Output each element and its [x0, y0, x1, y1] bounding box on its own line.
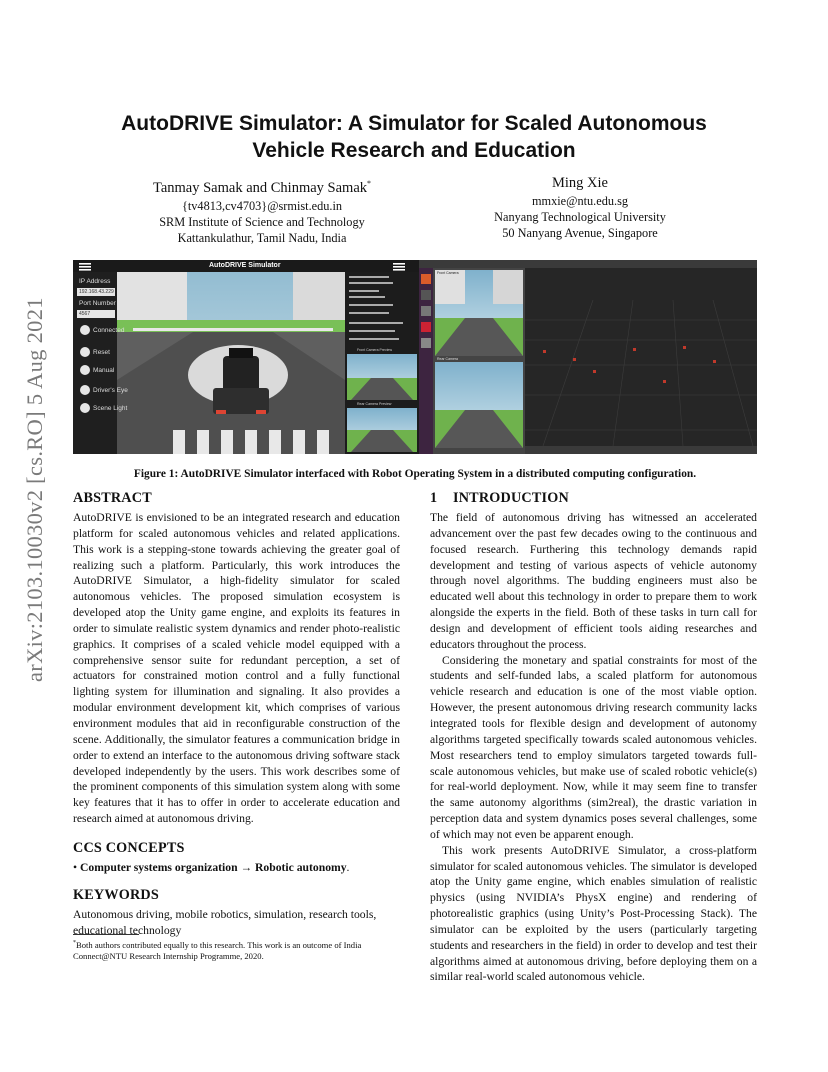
- author-block-1: [112, 174, 412, 246]
- ip-address-field[interactable]: 192.168.43.229: [79, 289, 114, 295]
- simulator-title: AutoDRIVE Simulator: [209, 262, 281, 269]
- author-mark: *: [367, 179, 372, 188]
- author-institution: Nanyang Technological University: [494, 210, 666, 224]
- footnote-mark: *: [73, 940, 76, 946]
- introduction-heading: [430, 489, 757, 507]
- left-column: [73, 489, 400, 938]
- intro-paragraph-3: This work presents AutoDRIVE Simulator, a cross-platform simulator for scaled autonomous vehicles. The simulator is developed atop the Unity game engine, which enables simulation of realistic physics (using NVIDIA’s PhysX engine) and rendering of photorealistic graphics (using Unity’s Post-Processing Stack). The simulator can be exploited by the users (particularly targeting students and researchers in the field) in order to develop and test their algorithms aimed at autonomous driving, before deploying them on a similar real-world scaled autonomous vehicle.: [430, 843, 757, 984]
- footnote: [73, 938, 403, 963]
- author-email: mmxie@ntu.edu.sg: [531, 194, 629, 208]
- title-line-1: AutoDRIVE Simulator: A Simulator for Scaled Autonomous: [121, 112, 707, 135]
- figure-1-illustration: [73, 260, 757, 454]
- rear-camera-preview-label: Rear Camera Preview: [357, 402, 392, 406]
- connected-button[interactable]: Connected: [93, 327, 125, 334]
- drivers-eye-button[interactable]: Driver's Eye: [93, 387, 128, 394]
- intro-paragraph-1: The field of autonomous driving has witnessed an accelerated advancement over the past few decades owing to the continuous and focused research. Furthering this technology demands rapid development and testing of various aspects of vehicle autonomy through novel algorithms. The budding engineers must also be educated well about this technology in order to prepare them to work alongside the experts in the field. Both of these tasks in turn call for design and development of efficient tools aiding researches and educators throughout the process.: [430, 511, 757, 651]
- section-number: 1: [430, 490, 438, 506]
- author-institution: SRM Institute of Science and Technology: [159, 214, 365, 229]
- abstract-text: AutoDRIVE is envisioned to be an integrated research and education platform for scaled autonomous vehicles and related applications. This work is a stepping-stone towards achieving the greater goal of realizing such a platform. Particularly, this work introduces the AutoDRIVE Simulator, a high-fidelity simulator for scaled autonomous vehicles. The proposed simulation ecosystem is developed atop the Unity game engine, and exploits its features in order to simulate realistic system dynamics and render photo-realistic graphics. It comprises of a scaled vehicle model equipped with a comprehensive sensor suite for redundant perception, a set of actuators for constrained motion control and a fully functional lighting system for illumination and signaling. It also provides a modular environment development kit, which comprises of various environment modules that aid in reconfigurable construction of the scene. Additionally, the simulator features a communication bridge in order to extend an interface to the autonomous driving software stack developed independently by the users. This work describes some of the prominent components of this simulation system along with some key features that it has to offer in order to accelerate education and research aimed at autonomous driving.: [73, 511, 400, 826]
- rviz-front-camera-label: Front Camera: [437, 271, 459, 275]
- ccs-concept-text: Computer systems organization → Robotic autonomy: [80, 860, 347, 874]
- keywords-heading: KEYWORDS: [73, 886, 159, 903]
- author-location: Kattankulathur, Tamil Nadu, India: [177, 230, 347, 245]
- scene-light-button[interactable]: Scene Light: [93, 405, 128, 412]
- paper-title: [80, 110, 748, 164]
- figure-1-image: [73, 260, 757, 454]
- right-column: [430, 489, 757, 985]
- footnote-rule: [73, 934, 139, 935]
- author-location: 50 Nanyang Avenue, Singapore: [502, 226, 658, 240]
- intro-paragraph-2: Considering the monetary and spatial constraints for most of the students and self-funded labs, a scaled platform for autonomous vehicle research and education is one of the most viable option. However, the present autonomous driving research community lacks integrated tools for flexible design and development of autonomy algorithms targeted specifically towards scaled autonomous vehicles. Most researchers tend to employ simulators targeted towards full-scale autonomous vehicles, but make use of scaled robotic vehicle(s) for real-world deployment. Now, while it may seem fine to transfer the same autonomy algorithms (sim2real), the drastic variation in perception data and system dynamics poses several challenges, some of which may not even be apparent enough.: [430, 653, 757, 841]
- front-camera-preview-label: Front Camera Preview: [357, 348, 393, 352]
- figure-1-caption: Figure 1: AutoDRIVE Simulator interfaced with Robot Operating System in a distributed computing configuration.: [133, 468, 697, 480]
- rviz-rear-camera-label: Rear Camera: [437, 357, 459, 361]
- ccs-concept: [73, 860, 400, 876]
- abstract-heading: ABSTRACT: [73, 490, 152, 506]
- ccs-bullet: •: [73, 860, 78, 874]
- arxiv-identifier: arXiv:2103.10030v2 [cs.RO] 5 Aug 2021: [22, 297, 47, 682]
- author-email: {tv4813,cv4703}@srmist.edu.in: [181, 198, 343, 213]
- reset-button[interactable]: Reset: [93, 349, 110, 356]
- port-number-label: Port Number: [79, 300, 116, 307]
- arxiv-sidebar: [22, 290, 62, 690]
- ip-address-label: IP Address: [79, 278, 111, 285]
- ccs-heading: CCS CONCEPTS: [73, 839, 185, 856]
- ccs-trailing: .: [346, 860, 350, 874]
- title-line-2: Vehicle Research and Education: [252, 139, 576, 162]
- section-title: INTRODUCTION: [453, 490, 569, 506]
- keywords-text: Autonomous driving, mobile robotics, simulation, research tools, educational technology: [73, 907, 377, 937]
- author-name: Ming Xie: [552, 175, 608, 191]
- port-number-field[interactable]: 4567: [79, 311, 91, 317]
- author-block-2: [455, 174, 705, 241]
- footnote-text: Both authors contributed equally to this research. This work is an outcome of India Connect@NTU Research Internship Programme, 2020.: [73, 939, 362, 962]
- manual-button[interactable]: Manual: [93, 367, 115, 374]
- author-name: Tanmay Samak and Chinmay Samak: [152, 179, 368, 196]
